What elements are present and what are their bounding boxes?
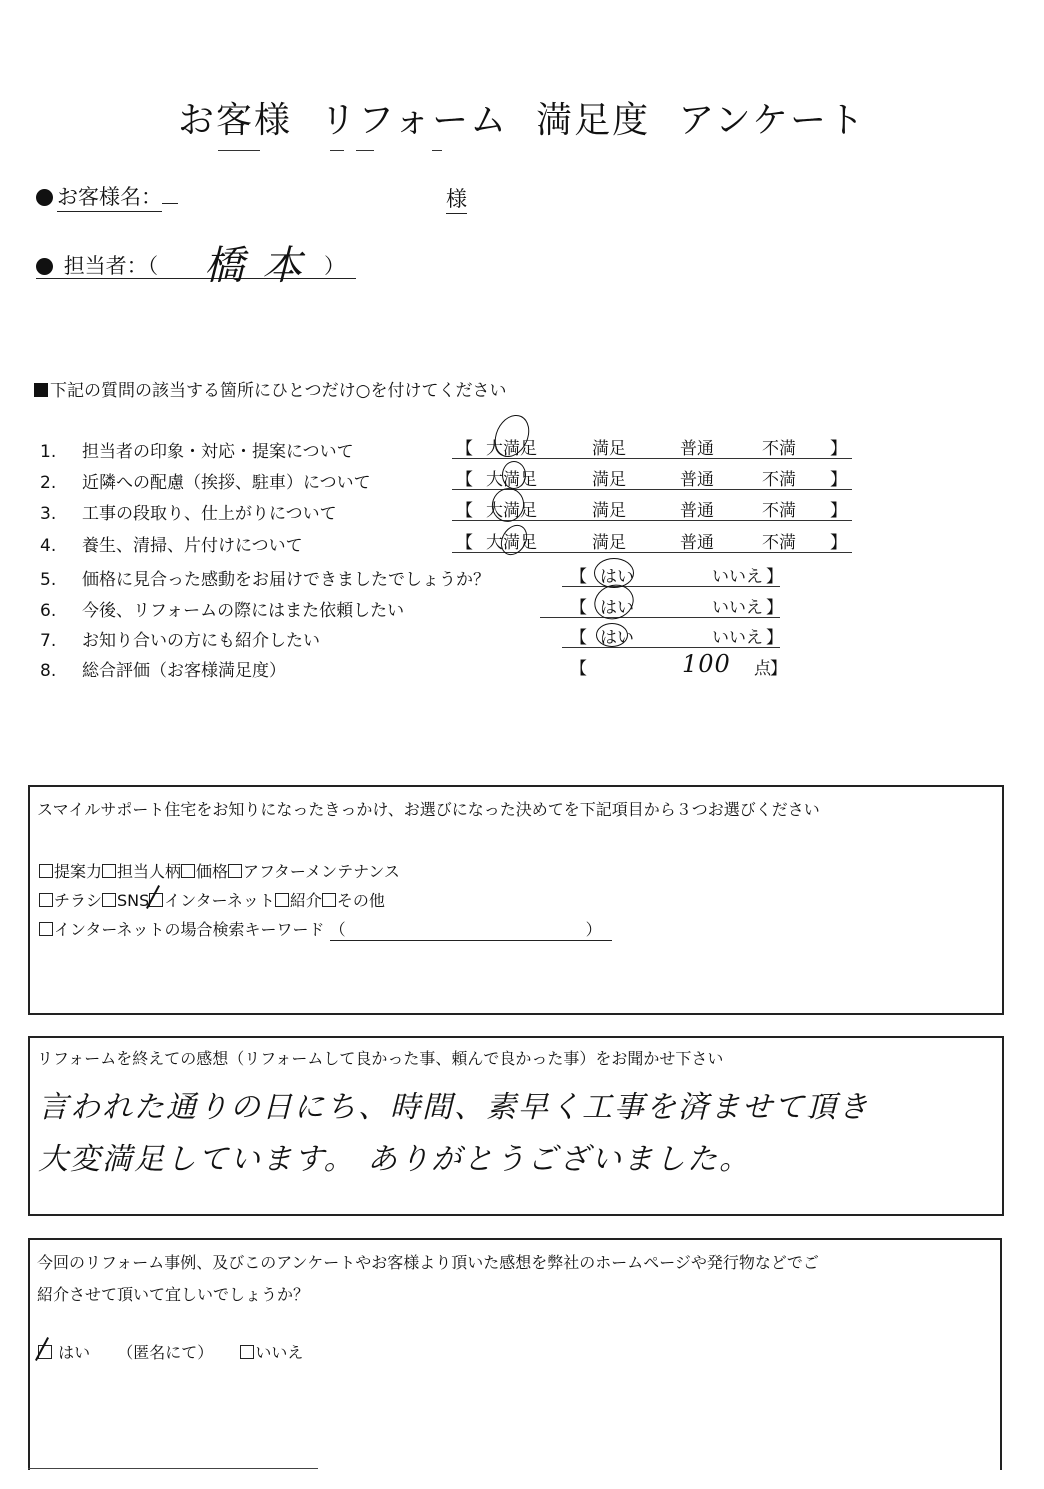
instructions xyxy=(34,376,507,401)
option-yes[interactable]: はい xyxy=(600,567,634,587)
option-label: チラシ xyxy=(54,891,103,910)
option-satisfied[interactable]: 満足 xyxy=(592,470,626,490)
bracket-open: 【 xyxy=(570,628,587,648)
overall-score-field xyxy=(570,650,787,680)
option-neutral[interactable]: 普通 xyxy=(680,501,714,521)
question-number: 6. xyxy=(40,601,57,621)
question-number: 4. xyxy=(40,536,57,556)
bracket-open: 【 xyxy=(456,501,473,521)
option-flyer[interactable] xyxy=(39,891,102,910)
option-very-satisfied[interactable]: 大満足 xyxy=(486,439,537,459)
option-label: 提案力 xyxy=(54,862,103,881)
keyword-row xyxy=(39,917,612,941)
checkbox-checked[interactable] xyxy=(38,1345,52,1359)
impression-section xyxy=(28,1036,1004,1216)
selection-circle xyxy=(502,461,526,489)
bracket-open: 【 xyxy=(456,470,473,490)
rating-options-3 xyxy=(452,496,852,521)
option-referral[interactable] xyxy=(275,891,322,910)
checkbox[interactable] xyxy=(39,893,53,907)
question-number: 2. xyxy=(40,473,57,493)
question-8 xyxy=(40,656,286,681)
option-satisfied[interactable]: 満足 xyxy=(592,501,626,521)
bracket-open: 【 xyxy=(570,598,587,618)
score-unit: 点 xyxy=(754,659,771,679)
question-text: 担当者の印象・対応・提案について xyxy=(82,442,354,462)
option-no[interactable]: いいえ xyxy=(712,598,763,618)
option-no[interactable]: いいえ xyxy=(712,567,763,587)
checkbox[interactable] xyxy=(228,864,242,878)
keyword-input[interactable] xyxy=(330,917,612,941)
option-label: 担当人柄 xyxy=(117,862,182,881)
consent-section xyxy=(28,1238,1002,1470)
document-title xyxy=(0,92,1044,143)
option-label: アフターメンテナンス xyxy=(243,862,400,881)
consent-prompt-line-2: 紹介させて頂いて宜しいでしょうか？ xyxy=(37,1285,310,1304)
paren-open: （ xyxy=(329,920,346,939)
title-decoration xyxy=(218,150,458,156)
option-label: 価格 xyxy=(196,862,229,881)
selection-circle xyxy=(596,623,628,647)
option-staff-personality[interactable] xyxy=(102,862,181,881)
bracket-close: 】 xyxy=(770,659,787,679)
consent-bottom-border xyxy=(28,1468,318,1469)
question-number: 3. xyxy=(40,504,57,524)
bracket-close: 】 xyxy=(830,533,847,553)
anonymous-note: （匿名にて） xyxy=(117,1343,214,1362)
checkbox[interactable] xyxy=(240,1345,254,1359)
question-1 xyxy=(40,437,354,462)
option-yes[interactable]: はい xyxy=(600,628,634,648)
question-text: 養生、清掃、片付けについて xyxy=(82,536,303,556)
customer-name-label: お客様名： xyxy=(57,185,162,212)
option-dissatisfied[interactable]: 不満 xyxy=(762,439,796,459)
option-label: その他 xyxy=(336,891,385,910)
staff-label: 担当者：（ xyxy=(63,254,159,278)
option-label: 紹介 xyxy=(289,891,322,910)
bracket-close: 】 xyxy=(830,470,847,490)
checkbox-checked[interactable] xyxy=(149,893,163,907)
option-neutral[interactable]: 普通 xyxy=(680,470,714,490)
consent-yes-option[interactable] xyxy=(38,1343,90,1362)
question-text: お知り合いの方にも紹介したい xyxy=(82,631,320,651)
question-text: 今後、リフォームの際にはまた依頼したい xyxy=(82,601,405,621)
option-dissatisfied[interactable]: 不満 xyxy=(762,533,796,553)
bracket-open: 【 xyxy=(570,659,587,679)
consent-options xyxy=(38,1340,303,1363)
option-price[interactable] xyxy=(181,862,228,881)
bracket-close: 】 xyxy=(830,439,847,459)
keyword-label: インターネットの場合検索キーワード xyxy=(54,920,325,939)
consent-prompt-line-1: 今回のリフォーム事例、及びこのアンケートやお客様より頂いた感想を弊社のホームページや発行物などでご xyxy=(37,1253,819,1272)
paren-close: ） xyxy=(585,920,602,939)
yesno-options-5 xyxy=(562,562,783,587)
question-number: 1. xyxy=(40,442,57,462)
customer-name-field xyxy=(36,181,178,211)
question-6 xyxy=(40,596,404,621)
checkbox[interactable] xyxy=(181,864,195,878)
rating-options-2 xyxy=(452,465,852,490)
option-no[interactable]: いいえ xyxy=(712,628,763,648)
option-internet[interactable] xyxy=(149,891,275,910)
bracket-open: 【 xyxy=(570,567,587,587)
checkbox[interactable] xyxy=(275,893,289,907)
staff-field xyxy=(36,243,356,289)
no-label: いいえ xyxy=(255,1343,304,1362)
bracket-open: 【 xyxy=(456,439,473,459)
selection-circle xyxy=(496,520,533,560)
checkbox[interactable] xyxy=(39,922,53,936)
rating-options-4 xyxy=(452,528,852,553)
question-4 xyxy=(40,531,303,556)
option-very-satisfied[interactable]: 大満足 xyxy=(486,533,537,553)
overall-score-value[interactable]: 100 xyxy=(682,650,731,678)
rating-options-1 xyxy=(452,434,852,459)
question-3 xyxy=(40,499,337,524)
option-satisfied[interactable]: 満足 xyxy=(592,439,626,459)
title-part: アンケート xyxy=(678,100,867,141)
question-number: 5. xyxy=(40,570,57,590)
customer-suffix xyxy=(446,183,467,213)
source-prompt: スマイルサポート住宅をお知りになったきっかけ、お選びになった決めてを下記項目から３つお選びください xyxy=(37,800,820,819)
title-part: リフォーム xyxy=(319,100,509,141)
source-options-row-1 xyxy=(39,859,400,882)
question-text: 価格に見合った感動をお届けできましたでしょうか？ xyxy=(82,570,490,590)
source-section xyxy=(28,785,1004,1015)
question-text: 工事の段取り、仕上がりについて xyxy=(82,504,337,524)
consent-no-option[interactable] xyxy=(240,1343,303,1362)
staff-close: ） xyxy=(324,254,345,278)
bracket-open: 【 xyxy=(456,533,473,553)
title-part: お客様 xyxy=(177,100,292,141)
square-bullet-icon xyxy=(34,383,48,397)
question-text: 総合評価（お客様満足度） xyxy=(82,661,286,681)
option-neutral[interactable]: 普通 xyxy=(680,533,714,553)
honorific-label: 様 xyxy=(446,187,467,214)
checkbox[interactable] xyxy=(102,893,116,907)
option-satisfied[interactable]: 満足 xyxy=(592,533,626,553)
option-neutral[interactable]: 普通 xyxy=(680,439,714,459)
checkbox[interactable] xyxy=(102,864,116,878)
option-label: インターネット xyxy=(164,891,275,910)
bracket-close: 】 xyxy=(766,598,783,618)
question-7 xyxy=(40,626,320,651)
customer-name-value[interactable] xyxy=(162,201,178,204)
option-very-satisfied[interactable]: 大満足 xyxy=(486,470,537,490)
bullet-icon xyxy=(36,189,53,206)
option-after-maintenance[interactable] xyxy=(228,862,400,881)
bracket-close: 】 xyxy=(766,628,783,648)
impression-line-1[interactable]: 言われた通りの日にち、時間、素早く工事を済ませて頂き xyxy=(38,1090,870,1125)
title-part: 満足度 xyxy=(536,100,651,141)
bracket-close: 】 xyxy=(830,501,847,521)
option-very-satisfied[interactable]: 大満足 xyxy=(486,501,537,521)
instructions-text: 下記の質問の該当する箇所にひとつだけ○を付けてください xyxy=(50,381,507,401)
option-label: SNS xyxy=(117,891,150,910)
question-number: 8. xyxy=(40,661,57,681)
question-2 xyxy=(40,468,371,493)
option-sns[interactable] xyxy=(102,891,149,910)
yesno-options-7 xyxy=(562,623,783,648)
checkbox[interactable] xyxy=(39,864,53,878)
option-dissatisfied[interactable]: 不満 xyxy=(762,470,796,490)
question-5 xyxy=(40,565,490,590)
source-options-row-2 xyxy=(39,888,385,911)
question-number: 7. xyxy=(40,631,57,651)
impression-line-2[interactable]: 大変満足しています。 ありがとうございました。 xyxy=(38,1142,752,1177)
option-yes[interactable]: はい xyxy=(600,598,634,618)
bracket-close: 】 xyxy=(766,567,783,587)
yes-label: はい xyxy=(58,1343,91,1362)
staff-name-value[interactable]: 橋本 xyxy=(204,243,320,289)
option-other[interactable] xyxy=(322,891,385,910)
option-dissatisfied[interactable]: 不満 xyxy=(762,501,796,521)
checkbox[interactable] xyxy=(322,893,336,907)
impression-prompt: リフォームを終えての感想（リフォームして良かった事、頼んで良かった事）をお聞かせ下さい xyxy=(37,1049,724,1068)
question-text: 近隣への配慮（挨拶、駐車）について xyxy=(82,473,371,493)
option-proposal[interactable] xyxy=(39,862,102,881)
bullet-icon xyxy=(36,258,53,275)
yesno-options-6 xyxy=(540,593,783,618)
